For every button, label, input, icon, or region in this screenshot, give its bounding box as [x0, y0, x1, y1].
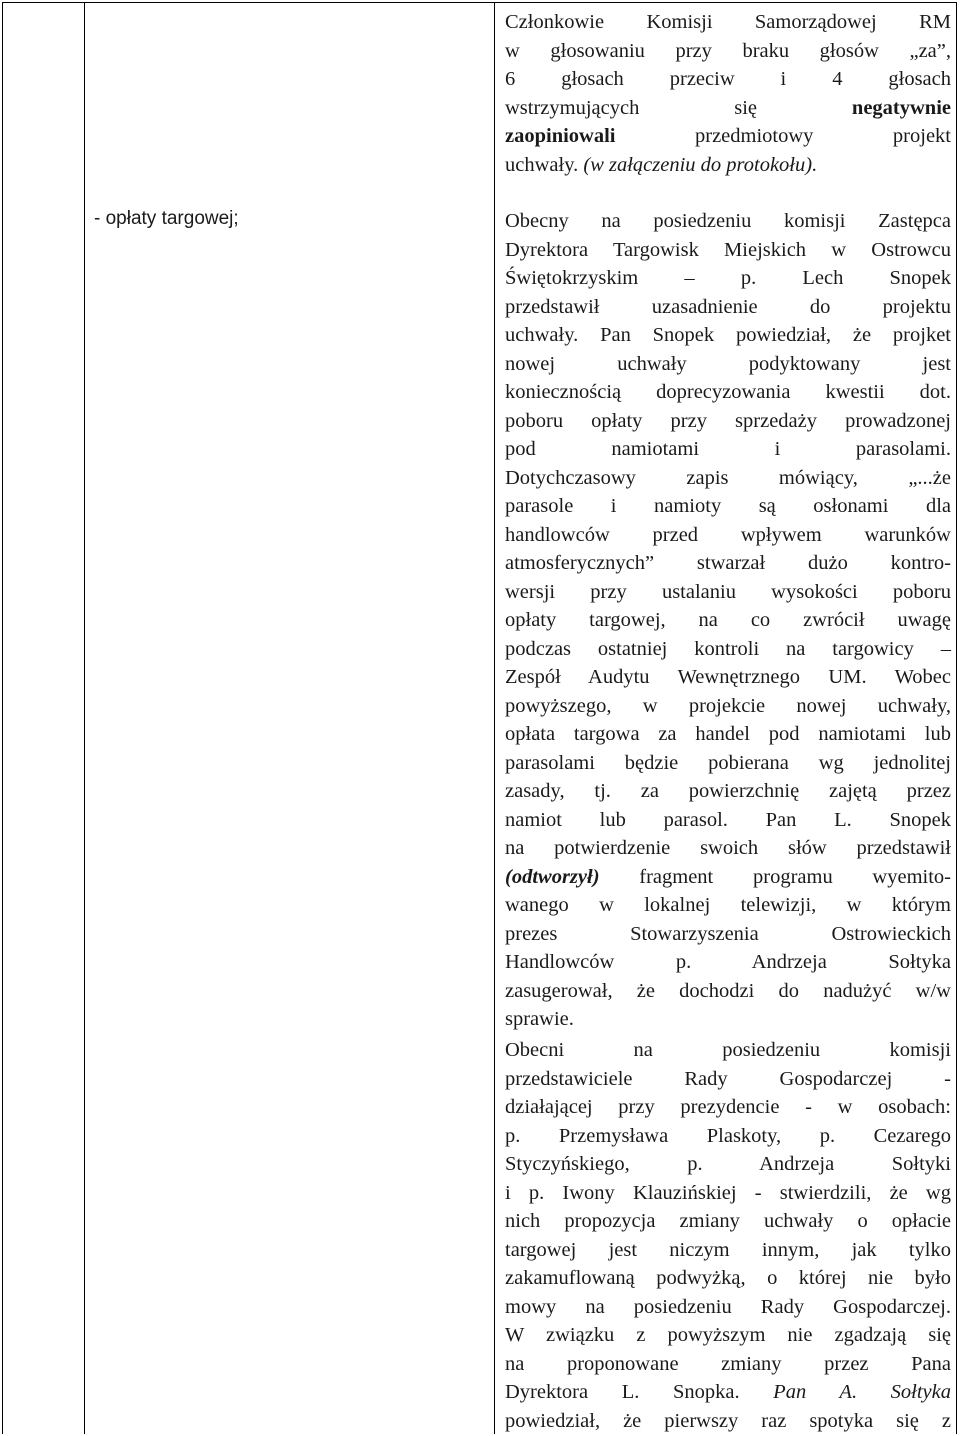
text-line: prezes Stowarzyszenia Ostrowieckich: [505, 922, 951, 945]
text-line: wstrzymujących się negatywnie: [505, 96, 951, 119]
text-line: Dotychczasowy zapis mówiący, „...że: [505, 466, 951, 489]
text-line: podczas ostatniej kontroli na targowicy –: [505, 637, 951, 660]
text-line: Handlowców p. Andrzeja Sołtyka: [505, 951, 951, 973]
text-line: na proponowane zmiany przez Pana: [505, 1352, 951, 1375]
text-line: namiot lub parasol. Pan L. Snopek: [505, 808, 951, 831]
table-column-subject: [85, 3, 495, 1434]
text-line: Obecny na posiedzeniu komisji Zastępca: [505, 210, 951, 232]
text-line: przedstawiciele Rady Gospodarczej -: [505, 1067, 951, 1090]
text-line: Zespół Audytu Wewnętrznego UM. Wobec: [505, 666, 951, 688]
text-line: targowej jest niczym innym, jak tylko: [505, 1238, 951, 1261]
text-line: i p. Iwony Klauzińskiej - stwierdzili, że wg: [505, 1181, 951, 1204]
text-line: w głosowaniu przy braku głosów „za”,: [505, 39, 951, 62]
text-line: atmosferycznych” stwarzał dużo kontro-: [505, 552, 951, 574]
text-line: p. Przemysława Plaskoty, p. Cezarego: [505, 1124, 951, 1147]
text-line: koniecznością doprecyzowania kwestii dot.: [505, 381, 951, 403]
text-line: parasolami będzie pobierana wg jednolitej: [505, 751, 951, 774]
text-line: Obecni na posiedzeniu komisji: [505, 1039, 951, 1061]
text-line: sprawie.: [505, 1008, 574, 1030]
text-line: opłaty targowej, na co zwrócił uwagę: [505, 609, 951, 631]
text-line: W związku z powyższym nie zgadzają się: [505, 1324, 951, 1346]
text-line: parasole i namioty są osłonami dla: [505, 495, 951, 517]
document-table: [2, 2, 957, 1434]
text-line: uchwały. Pan Snopek powiedział, że projket: [505, 324, 951, 346]
text-line: Dyrektora L. Snopka. Pan A. Sołtyka: [505, 1381, 952, 1403]
text-line: działającej przy prezydencie - w osobach:: [505, 1096, 951, 1118]
text-line: zasady, tj. za powierzchnię zajętą przez: [505, 780, 951, 802]
text-line: wanego w lokalnej telewizji, w którym: [505, 894, 951, 916]
text-line: zasugerował, że dochodzi do nadużyć w/w: [505, 979, 951, 1002]
paragraph-economic-council: [505, 1036, 951, 1435]
text-line: zaopiniowali przedmiotowy projekt: [505, 125, 951, 147]
text-line: powiedział, że pierwszy raz spotyka się z: [505, 1409, 951, 1432]
paragraph-committee-vote: [505, 8, 951, 179]
text-line: zakamuflowaną podwyżką, o której nie było: [505, 1267, 951, 1289]
text-line: Dyrektora Targowisk Miejskich w Ostrowcu: [505, 238, 951, 261]
text-line: Świętokrzyskim – p. Lech Snopek: [505, 267, 951, 289]
row-subject-label: - opłaty targowej;: [94, 208, 239, 229]
text-line: Członkowie Komisji Samorządowej RM: [505, 11, 951, 33]
text-line: na potwierdzenie swoich słów przedstawił: [505, 837, 951, 859]
text-line: mowy na posiedzeniu Rady Gospodarczej.: [505, 1295, 951, 1318]
text-line: uchwały. (w załączeniu do protokołu).: [505, 153, 818, 176]
text-line: (odtworzył) fragment programu wyemito-: [505, 865, 951, 888]
text-line: pod namiotami i parasolami.: [505, 438, 951, 460]
text-line: przedstawił uzasadnienie do projektu: [505, 295, 951, 318]
text-line: opłata targowa za handel pod namiotami lub: [505, 723, 951, 745]
text-line: 6 głosach przeciw i 4 głosach: [505, 68, 951, 90]
text-line: Styczyńskiego, p. Andrzeja Sołtyki: [505, 1153, 951, 1175]
text-line: powyższego, w projekcie nowej uchwały,: [505, 694, 951, 717]
text-line: wersji przy ustalaniu wysokości poboru: [505, 580, 951, 603]
paragraph-director-statement: [505, 207, 951, 1034]
text-line: nich propozycja zmiany uchwały o opłacie: [505, 1210, 951, 1232]
text-line: handlowców przed wpływem warunków: [505, 523, 951, 546]
text-line: nowej uchwały podyktowany jest: [505, 352, 951, 375]
table-column-left: [3, 3, 85, 1434]
text-line: poboru opłaty przy sprzedaży prowadzonej: [505, 409, 951, 432]
